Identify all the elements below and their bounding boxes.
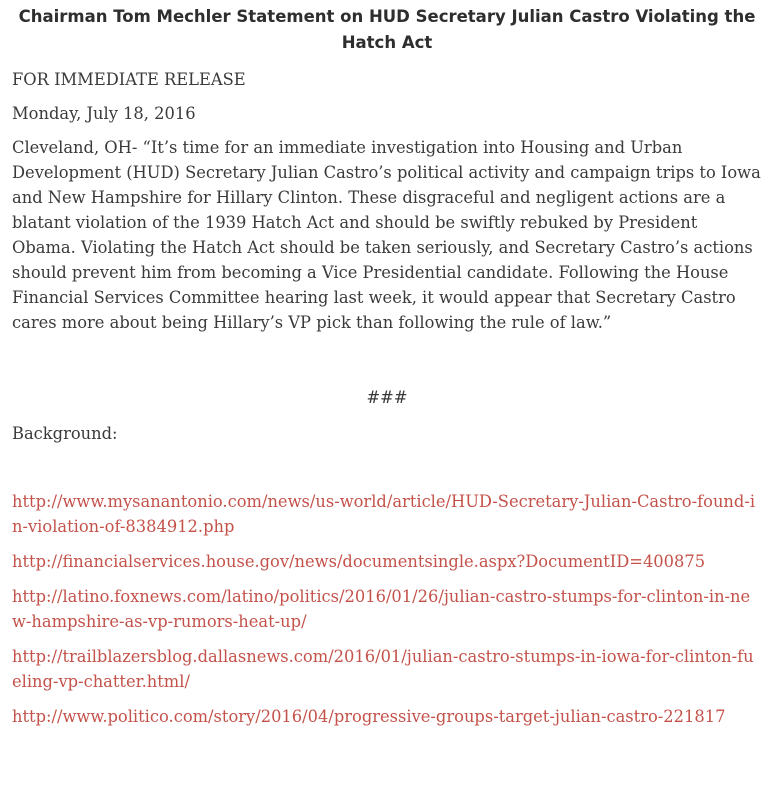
- press-release: [12, 0, 762, 739]
- release-label: FOR IMMEDIATE RELEASE: [12, 70, 246, 89]
- background-link-financialservices[interactable]: http://financialservices.house.gov/news/documentsingle.aspx?DocumentID=400875: [12, 552, 706, 571]
- background-link-foxnews-latino[interactable]: http://latino.foxnews.com/latino/politics/2016/01/26/julian-castro-stumps-for-clinton-in-new-hampshire-as-vp-rumors-heat-up/: [12, 587, 751, 631]
- section-separator: ###: [366, 388, 408, 407]
- statement-body: Cleveland, OH- “It’s time for an immediate investigation into Housing and Urban Development (HUD) Secretary Julian Castro’s political activity and campaign trips to Iowa and New Hampshire for Hillary Clinton. These disgraceful and negligent actions are a blatant violation of the 1939 Hatch Act and should be swiftly rebuked by President Obama. Violating the Hatch Act should be taken seriously, and Secretary Castro’s actions should prevent him from becoming a Vice Presidential candidate. Following the House Financial Services Committee hearing last week, it would appear that Secretary Castro cares more about being Hillary’s VP pick than following the rule of law.”: [12, 138, 761, 332]
- background-link-dallasnews[interactable]: http://trailblazersblog.dallasnews.com/2016/01/julian-castro-stumps-in-iowa-for-clinton-fueling-vp-chatter.html/: [12, 647, 754, 691]
- page-title: Chairman Tom Mechler Statement on HUD Secretary Julian Castro Violating the Hatch Act: [18, 7, 756, 52]
- background-label: Background:: [12, 424, 118, 443]
- background-link-politico[interactable]: http://www.politico.com/story/2016/04/progressive-groups-target-julian-castro-221817: [12, 707, 726, 726]
- background-link-mysanantonio[interactable]: http://www.mysanantonio.com/news/us-world/article/HUD-Secretary-Julian-Castro-found-in-violation-of-8384912.php: [12, 492, 756, 536]
- background-links: [12, 489, 762, 729]
- release-date: Monday, July 18, 2016: [12, 104, 196, 123]
